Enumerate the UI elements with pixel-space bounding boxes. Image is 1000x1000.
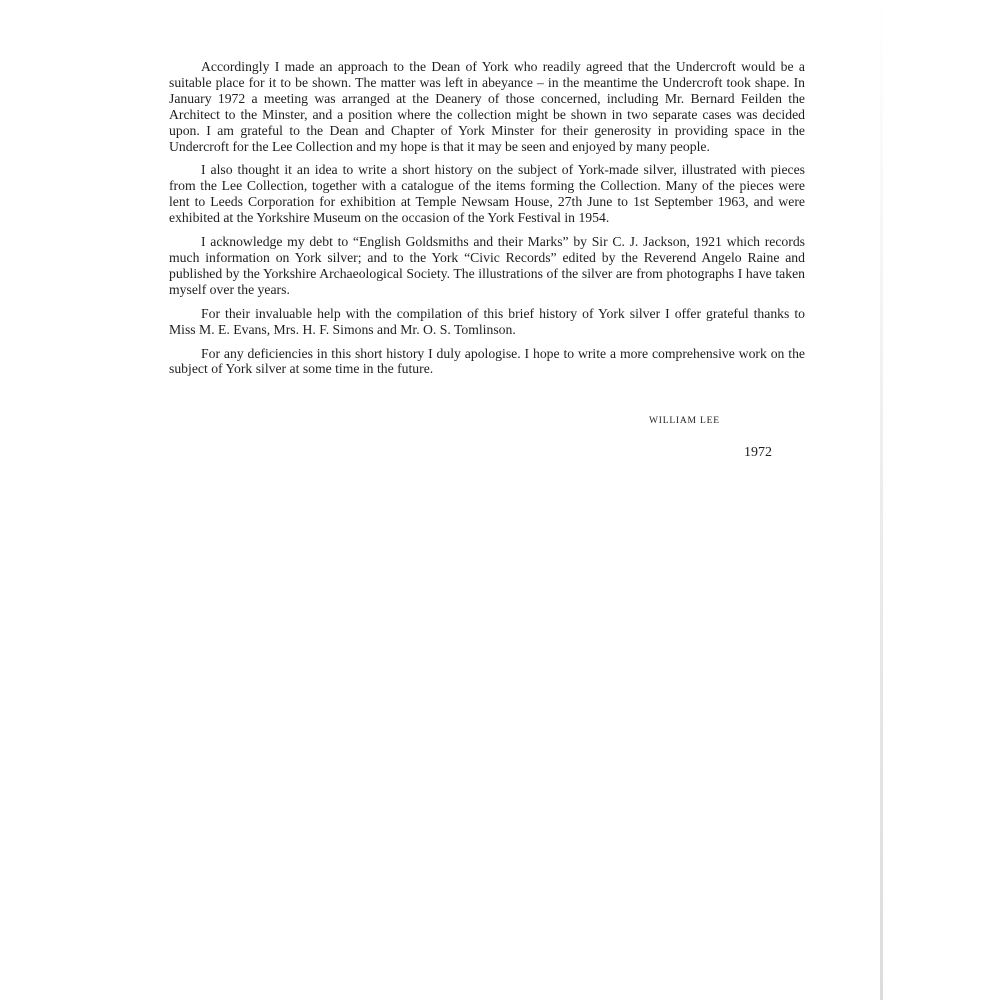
paragraph-apology: For any deficiencies in this short history I duly apologise. I hope to write a more comprehensive work on the subject of York silver at some time in the future. xyxy=(169,345,805,377)
publication-year: 1972 xyxy=(744,445,772,460)
page-edge-shadow xyxy=(880,0,883,1000)
body-text xyxy=(169,59,805,385)
paragraph-acknowledgement: I acknowledge my debt to “English Goldsmiths and their Marks” by Sir C. J. Jackson, 1921 which records much information on York silver; and to the York “Civic Records” edited by the Reverend Angelo Raine and published by the Yorkshire Archaeological Society. The illustrations of the silver are from photographs I have taken myself over the years. xyxy=(169,234,805,297)
paragraph-short-history: I also thought it an idea to write a short history on the subject of York-made silver, illustrated with pieces from the Lee Collection, together with a catalogue of the items forming the Collection. Many of the pieces were lent to Leeds Corporation for exhibition at Temple Newsam House, 27th June to 1st September 1963, and were exhibited at the Yorkshire Museum on the occasion of the York Festival in 1954. xyxy=(169,162,805,226)
paragraph-thanks: For their invaluable help with the compilation of this brief history of York silver I offer grateful thanks to Miss M. E. Evans, Mrs. H. F. Simons and Mr. O. S. Tomlinson. xyxy=(169,305,805,337)
author-signature: WILLIAM LEE xyxy=(649,416,720,426)
paragraph-undercroft: Accordingly I made an approach to the Dean of York who readily agreed that the Undercroft would be a suitable place for it to be shown. The matter was left in abeyance – in the meantime the Undercroft took shape. In January 1972 a meeting was arranged at the Deanery of those concerned, including Mr. Bernard Feilden the Architect to the Minster, and a position where the collection might be shown in two separate cases was decided upon. I am grateful to the Dean and Chapter of York Minster for their generosity in providing space in the Undercroft for the Lee Collection and my hope is that it may be seen and enjoyed by many people. xyxy=(169,59,805,154)
